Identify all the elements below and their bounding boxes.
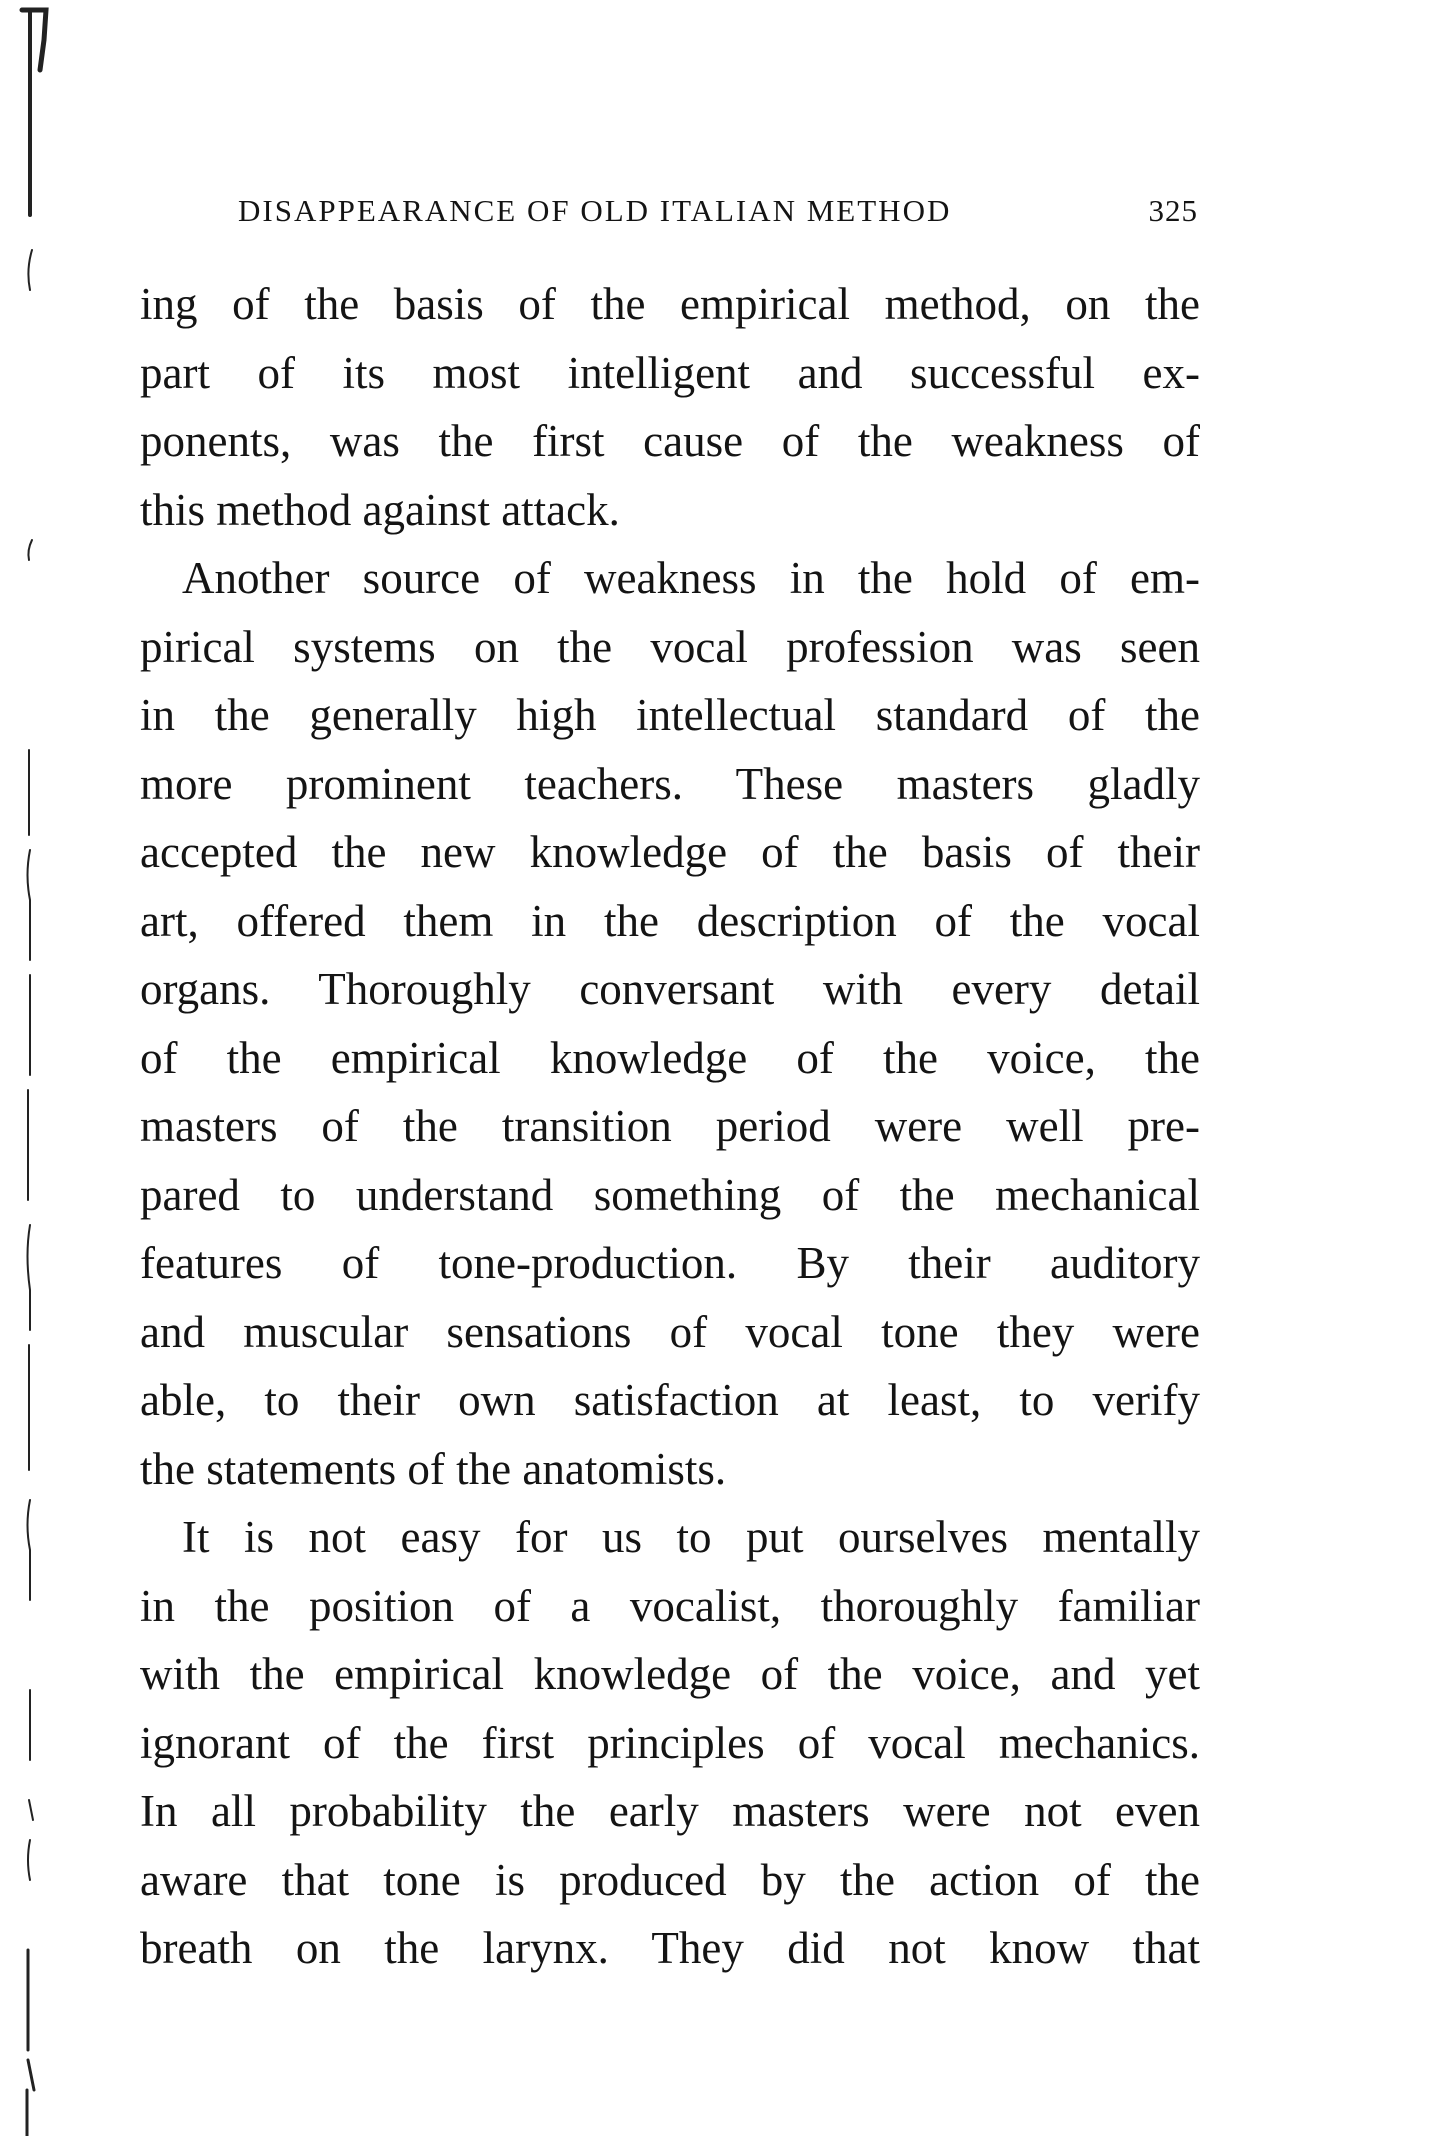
text-line: It is not easy for us to put ourselves mentally <box>182 1512 1200 1562</box>
text-line: pared to understand something of the mechanical <box>140 1169 1200 1220</box>
text-line: organs. Thoroughly conversant with every detail <box>140 964 1200 1014</box>
text-line: ing of the basis of the empirical method, on the <box>140 279 1200 329</box>
paragraph-2 <box>140 544 1200 1503</box>
text-line: able, to their own satisfaction at least, to verify <box>140 1375 1200 1425</box>
text-line: art, offered them in the description of the vocal <box>140 895 1200 946</box>
text-line: this method against attack. <box>140 484 620 535</box>
text-line: Another source of weakness in the hold of em- <box>182 553 1200 603</box>
text-line: in the generally high intellectual standard of the <box>140 690 1200 740</box>
text-line: In all probability the early masters were not even <box>140 1786 1200 1836</box>
paragraph-3 <box>140 1503 1200 1983</box>
text-line: with the empirical knowledge of the voice, and yet <box>140 1649 1200 1699</box>
text-line: pirical systems on the vocal profession was seen <box>140 621 1200 672</box>
text-line: of the empirical knowledge of the voice, the <box>140 1032 1200 1083</box>
text-line: more prominent teachers. These masters gladly <box>140 758 1200 809</box>
text-line: and muscular sensations of vocal tone they were <box>140 1306 1200 1357</box>
text-line: part of its most intelligent and successful ex- <box>140 347 1200 398</box>
page-header <box>238 193 1198 233</box>
running-title: DISAPPEARANCE OF OLD ITALIAN METHOD <box>238 193 952 228</box>
page-number: 325 <box>1148 193 1198 228</box>
binding-edge-marks <box>0 0 60 2136</box>
text-line: features of tone-production. By their auditory <box>140 1238 1200 1288</box>
text-line: aware that tone is produced by the action of the <box>140 1854 1200 1905</box>
body-text <box>140 270 1200 1983</box>
text-line: masters of the transition period were well pre- <box>140 1101 1200 1151</box>
text-line: in the position of a vocalist, thoroughly familiar <box>140 1580 1200 1631</box>
text-line: ponents, was the first cause of the weakness of <box>140 416 1200 466</box>
text-line: ignorant of the first principles of vocal mechanics. <box>140 1717 1200 1768</box>
text-line: breath on the larynx. They did not know that <box>140 1923 1200 1973</box>
paragraph-1 <box>140 270 1200 544</box>
text-line: the statements of the anatomists. <box>140 1443 727 1494</box>
text-line: accepted the new knowledge of the basis of their <box>140 827 1200 877</box>
